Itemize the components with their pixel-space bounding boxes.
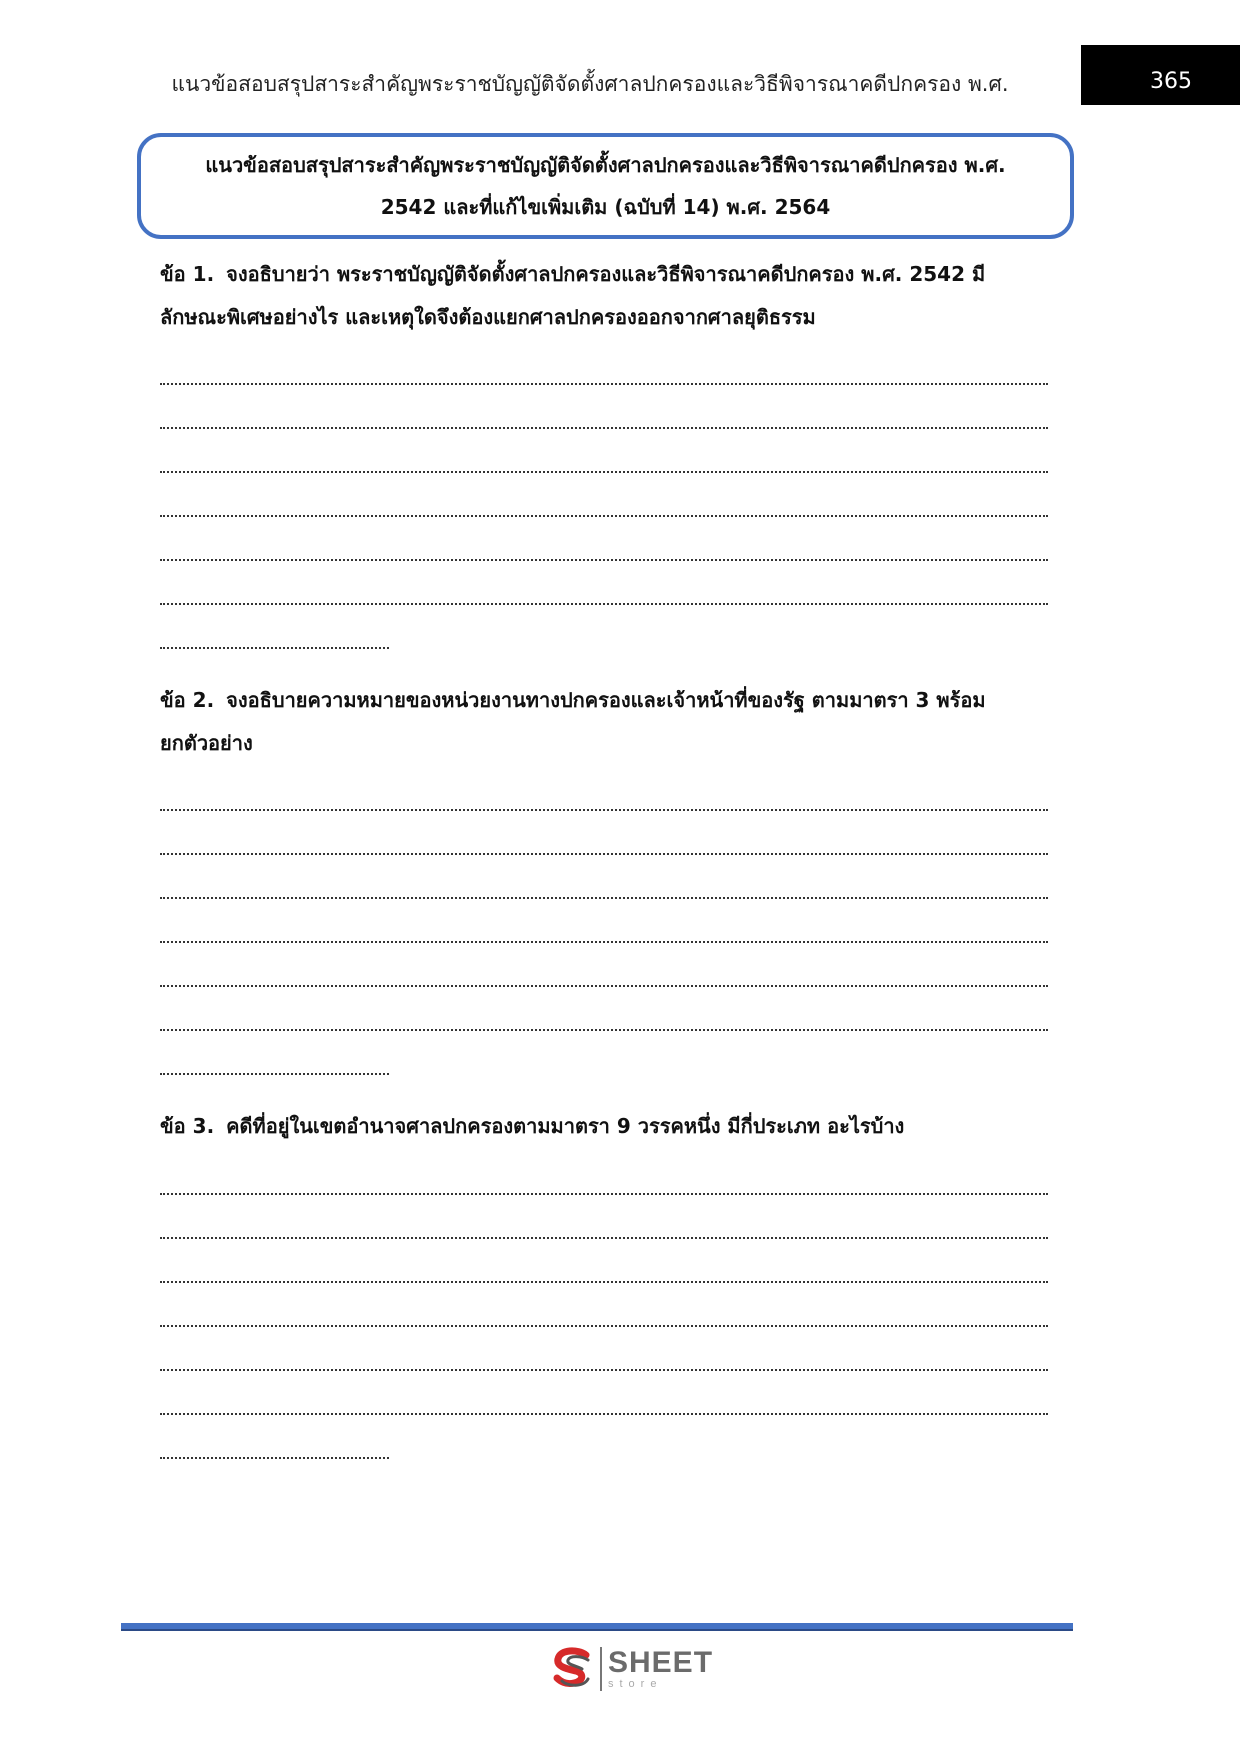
answer-line[interactable] [160, 559, 1048, 561]
answer-line[interactable] [160, 1073, 389, 1075]
answer-line[interactable] [160, 985, 1048, 987]
question-2 [160, 679, 1060, 765]
title-line-1: แนวข้อสอบสรุปสาระสำคัญพระราชบัญญัติจัดตั้งศาลปกครองและวิธีพิจารณาคดีปกครอง พ.ศ. [205, 153, 1006, 177]
question-2-text-line-1: จงอธิบายความหมายของหน่วยงานทางปกครองและเจ้าหน้าที่ของรัฐ ตามมาตรา 3 พร้อม [226, 688, 986, 712]
logo-divider [600, 1647, 602, 1691]
question-2-text-line-2: ยกตัวอย่าง [160, 731, 253, 755]
title-line-2: 2542 และที่แก้ไขเพิ่มเติม (ฉบับที่ 14) พ.ศ. 2564 [380, 195, 831, 219]
answer-line[interactable] [160, 383, 1048, 385]
question-1-text-line-1: จงอธิบายว่า พระราชบัญญัติจัดตั้งศาลปกครองและวิธีพิจารณาคดีปกครอง พ.ศ. 2542 มี [226, 262, 986, 286]
answer-line[interactable] [160, 1325, 1048, 1327]
footer-rule [121, 1623, 1073, 1631]
question-3-number: ข้อ 3. [160, 1114, 215, 1138]
answer-line[interactable] [160, 1281, 1048, 1283]
answer-line[interactable] [160, 1457, 389, 1459]
question-3-text-line-1: คดีที่อยู่ในเขตอำนาจศาลปกครองตามมาตรา 9 วรรคหนึ่ง มีกี่ประเภท อะไรบ้าง [226, 1114, 905, 1138]
answer-line[interactable] [160, 647, 389, 649]
answer-line[interactable] [160, 1413, 1048, 1415]
sheet-store-logo [548, 1645, 713, 1693]
answer-line[interactable] [160, 427, 1048, 429]
answer-line[interactable] [160, 603, 1048, 605]
answer-line[interactable] [160, 1029, 1048, 1031]
question-1-number: ข้อ 1. [160, 262, 215, 286]
title-box [137, 133, 1074, 239]
answer-line[interactable] [160, 1237, 1048, 1239]
running-header: แนวข้อสอบสรุปสาระสำคัญพระราชบัญญัติจัดตั้งศาลปกครองและวิธีพิจารณาคดีปกครอง พ.ศ. [171, 72, 1009, 96]
question-3 [160, 1105, 1060, 1148]
question-2-number: ข้อ 2. [160, 688, 215, 712]
question-1 [160, 253, 1060, 339]
answer-line[interactable] [160, 809, 1048, 811]
answer-line[interactable] [160, 853, 1048, 855]
answer-line[interactable] [160, 1369, 1048, 1371]
logo-sub: store [608, 1678, 663, 1690]
answer-line[interactable] [160, 1193, 1048, 1195]
logo-text [608, 1648, 713, 1690]
answer-line[interactable] [160, 515, 1048, 517]
answer-line[interactable] [160, 941, 1048, 943]
logo-s-icon [548, 1645, 596, 1693]
question-1-text-line-2: ลักษณะพิเศษอย่างไร และเหตุใดจึงต้องแยกศาลปกครองออกจากศาลยุติธรรม [160, 305, 816, 329]
answer-line[interactable] [160, 471, 1048, 473]
page-number: 365 [1150, 69, 1192, 94]
answer-line[interactable] [160, 897, 1048, 899]
logo-word: SHEET [608, 1646, 714, 1679]
